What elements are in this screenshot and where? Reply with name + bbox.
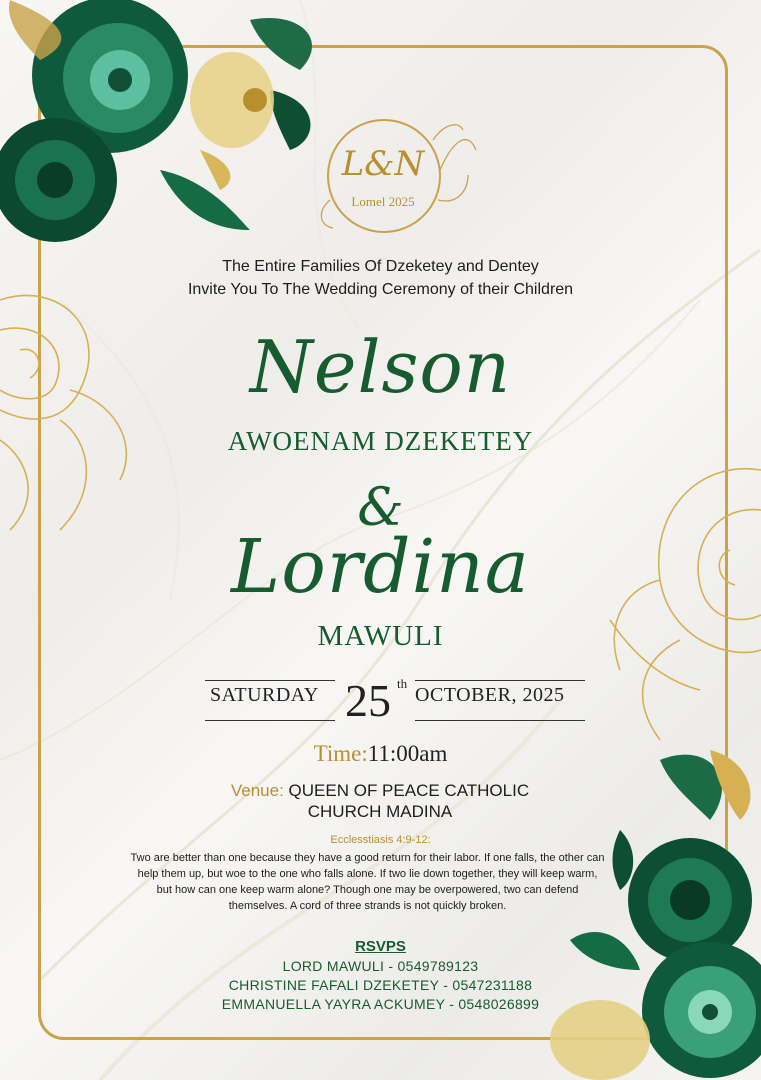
verse-reference: Ecclesstiasis 4:9-12: [330,834,431,846]
monogram-caption: Lomel 2025 [351,194,415,209]
intro-line-2: Invite You To The Wedding Ceremony of their Children [187,281,574,298]
date-row [205,676,585,726]
date-divider [205,720,335,721]
date-divider [205,680,335,681]
verse-text: Two are better than one because they have a good return for their labor. If one falls, the other can help them up, but woe to the one who falls alone. If two lie down together, they will keep warm, but how can one keep warm alone? Though one may be overpowered, two can defend themselves. A cord of three strands is not quickly broken. [130,852,605,912]
date-day-suffix: th [397,676,408,691]
rsvp-contact: EMMANUELLA YAYRA ACKUMEY - 0548026899 [221,996,540,1012]
groom-first-name: Nelson [249,325,512,409]
rsvp-title: RSVPS [355,938,406,955]
venue-line-1: QUEEN OF PEACE CATHOLIC [283,781,530,800]
date-month-year: OCTOBER, 2025 [415,684,565,706]
venue-line-2: CHURCH MADINA [307,802,453,821]
rsvp-contact: CHRISTINE FAFALI DZEKETEY - 0547231188 [228,977,533,993]
time-label: Time: [313,741,368,766]
ampersand: & [357,478,404,538]
intro-line-1: The Entire Families Of Dzeketey and Dentey [222,258,539,275]
bride-surname: MAWULI [317,620,444,652]
bride-first-name: Lordina [231,524,530,610]
rsvp-contact: LORD MAWULI - 0549789123 [282,958,479,974]
monogram-letters: L&N [341,144,425,184]
date-divider [415,720,585,721]
venue [200,780,560,822]
date-weekday: SATURDAY [210,684,319,706]
time-row [0,741,761,767]
date-divider [415,680,585,681]
time-value: 11:00am [367,741,448,766]
venue-label: Venue: [230,781,284,800]
groom-surname: AWOENAM DZEKETEY [227,426,534,456]
monogram-logo [318,110,478,242]
date-day-number: 25 [345,675,391,726]
